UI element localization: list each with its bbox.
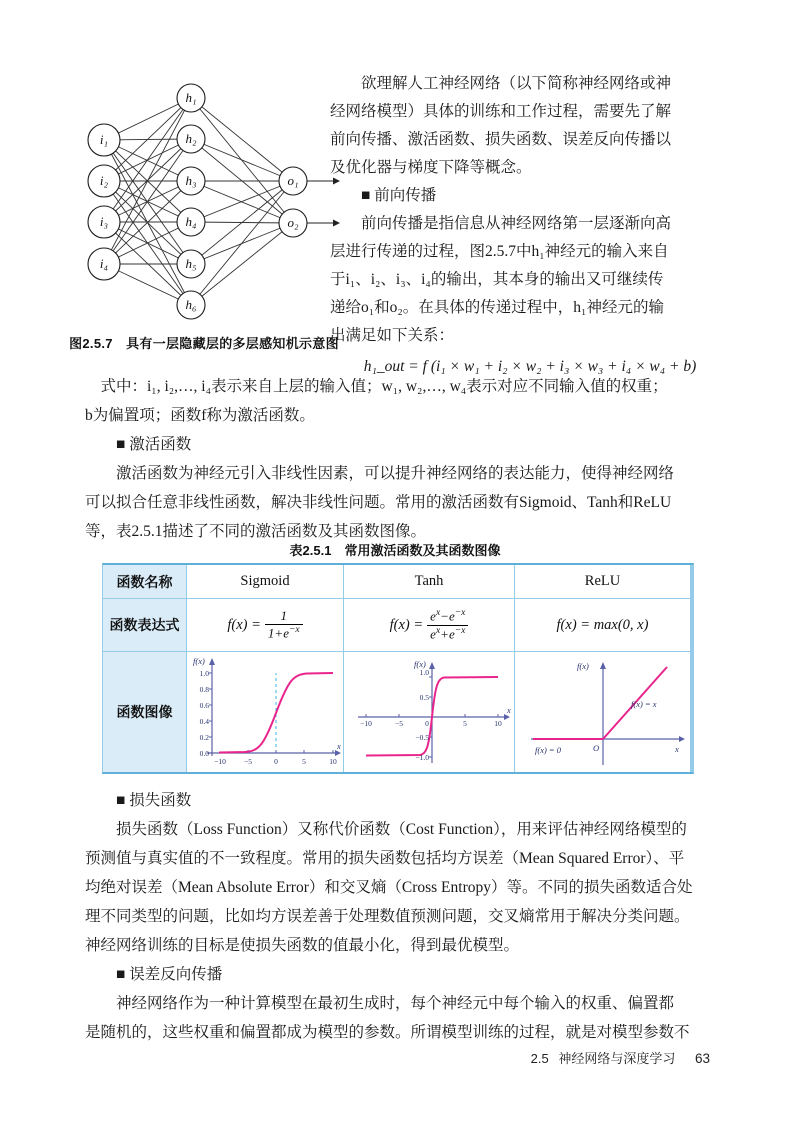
activation-section xyxy=(85,372,717,546)
svg-text:−1.0: −1.0 xyxy=(415,753,429,762)
intro-column xyxy=(330,70,730,379)
sigmoid-yticks xyxy=(200,669,210,758)
body-line: 理不同类型的问题，比如均方误差善于处理数值预测问题，交叉熵常用于解决分类问题。 xyxy=(85,908,690,925)
sigmoid-axes xyxy=(207,663,335,756)
svg-text:5: 5 xyxy=(463,719,467,728)
node-i4: i₄ xyxy=(99,256,109,271)
sigmoid-denominator: $1+e^{-x}$ xyxy=(267,624,300,641)
svg-text:0.5: 0.5 xyxy=(419,693,429,702)
intro-line: 及优化器与梯度下降等概念。 xyxy=(330,159,532,176)
body-line: 等，表2.5.1描述了不同的激活函数及其函数图像。 xyxy=(85,523,427,540)
table-rowlabel-expression: 函数表达式 xyxy=(103,599,186,651)
node-h2: h₂ xyxy=(185,131,197,146)
relu-ylabel: f(x) xyxy=(577,661,589,671)
svg-text:−10: −10 xyxy=(214,757,226,766)
footer-page-number: 63 xyxy=(694,1051,710,1066)
body-line: 式中：i₁, i₂,…, i₄表示来自上层的输入值；w₁, w₂,…, w₄表示对应不同输入值的权重； xyxy=(85,378,668,395)
svg-text:0.2: 0.2 xyxy=(199,733,209,742)
tanh-expression xyxy=(344,599,514,651)
svg-text:−0.5: −0.5 xyxy=(415,733,429,742)
svg-text:0.0: 0.0 xyxy=(199,749,209,758)
sigmoid-ylabel: f(x) xyxy=(193,656,205,666)
tanh-lhs: f(x) = xyxy=(389,616,424,633)
relu-expression: f(x) = max(0, x) xyxy=(515,599,690,651)
body-line: 损失函数（Loss Function）又称代价函数（Cost Function），用来评估神经网络模型的 xyxy=(85,821,687,838)
relu-graph xyxy=(515,652,690,772)
intro-line: 层进行传递的过程，图2.5.7中h₁神经元的输入来自 xyxy=(330,243,669,260)
relu-origin-label: O xyxy=(593,743,600,753)
intro-line: 前向传播、激活函数、损失函数、误差反向传播以 xyxy=(330,131,672,148)
node-o2: o₂ xyxy=(287,215,299,230)
sigmoid-ticks xyxy=(209,673,333,753)
intro-line: 于i₁、i₂、i₃、i₄的输出，其本身的输出又可继续传 xyxy=(330,271,664,288)
figure-caption: 图2.5.7 具有一层隐藏层的多层感知机示意图 xyxy=(69,336,339,351)
relu-neg-label: f(x) = 0 xyxy=(535,745,562,755)
body-line: 是随机的，这些权重和偏置都成为模型的参数。所谓模型训练的过程，就是对模型参数不 xyxy=(85,1024,690,1041)
svg-text:0.8: 0.8 xyxy=(199,685,209,694)
svg-text:0: 0 xyxy=(274,757,278,766)
relu-pos-label: f(x) = x xyxy=(631,699,657,709)
tanh-plot xyxy=(344,653,514,771)
svg-text:−10: −10 xyxy=(360,719,372,728)
node-h3: h₃ xyxy=(185,173,197,188)
mlp-nodes xyxy=(88,84,307,319)
body-line: 神经网络训练的目标是使损失函数的值最小化，得到最优模型。 xyxy=(85,937,520,954)
sigmoid-xticks xyxy=(214,757,337,766)
node-h6: h₆ xyxy=(185,297,197,312)
section-heading-backprop: ■ 误差反向传播 xyxy=(85,966,223,983)
node-o1: o₁ xyxy=(287,173,299,188)
sigmoid-lhs: f(x) = xyxy=(227,616,261,633)
intro-line: 递给o₁和o₂。在具体的传递过程中，h₁神经元的输 xyxy=(330,299,664,316)
table-rowlabel-graph: 函数图像 xyxy=(103,652,186,772)
node-h1: h₁ xyxy=(185,90,197,105)
body-line: 预测值与真实值的不一致程度。常用的损失函数包括均方误差（Mean Squared Error）、平 xyxy=(85,850,685,867)
table-col-sigmoid: Sigmoid xyxy=(187,565,343,598)
tanh-xlabel: x xyxy=(507,705,511,715)
relu-plot xyxy=(515,653,690,771)
body-line: 均绝对误差（Mean Absolute Error）和交叉熵（Cross Entropy）等。不同的损失函数适合处 xyxy=(85,879,693,896)
h1-out-formula: h₁_out = f (i₁ × w₁ + i₂ × w₂ + i₃ × w₃ + i₄ × w₄ + b) xyxy=(363,358,697,375)
node-i2: i₂ xyxy=(99,173,109,188)
tanh-fraction xyxy=(427,608,468,642)
intro-line: 经网络模型）具体的训练和工作过程，需要先了解 xyxy=(330,103,672,120)
node-i3: i₃ xyxy=(99,214,109,229)
loss-backprop-section xyxy=(85,786,717,1047)
svg-text:−5: −5 xyxy=(244,757,252,766)
figure-mlp xyxy=(64,62,344,352)
table-caption: 表2.5.1 常用激活函数及其函数图像 xyxy=(289,543,501,558)
tanh-graph xyxy=(344,652,514,772)
body-line: 激活函数为神经元引入非线性因素，可以提升神经网络的表达能力，使得神经网络 xyxy=(85,465,675,482)
body-line: 神经网络作为一种计算模型在最初生成时，每个神经元中每个输入的权重、偏置都 xyxy=(85,995,675,1012)
svg-text:0: 0 xyxy=(425,719,429,728)
sigmoid-plot xyxy=(187,653,343,771)
table-col-relu: ReLU xyxy=(515,565,690,598)
node-h5: h₅ xyxy=(185,256,197,271)
svg-text:1.0: 1.0 xyxy=(199,669,209,678)
footer-section-number: 2.5 xyxy=(530,1051,549,1066)
svg-text:10: 10 xyxy=(494,719,502,728)
node-h4: h₄ xyxy=(185,214,197,229)
sigmoid-fraction xyxy=(265,609,303,641)
tanh-ylabel: f(x) xyxy=(414,659,426,669)
tanh-axes xyxy=(358,667,504,763)
footer-section-title: 神经网络与深度学习 xyxy=(558,1051,676,1066)
intro-line: 出满足如下关系： xyxy=(330,327,455,344)
svg-text:10: 10 xyxy=(329,757,337,766)
body-line: 可以拟合任意非线性函数，解决非线性问题。常用的激活函数有Sigmoid、Tanh和ReLU xyxy=(85,494,672,511)
node-i1: i₁ xyxy=(99,132,109,147)
sigmoid-expression xyxy=(187,599,343,651)
tanh-denominator: $e^x+e^{-x}$ xyxy=(430,625,466,641)
intro-line: 欲理解人工神经网络（以下简称神经网络或神 xyxy=(330,75,672,92)
activation-table xyxy=(102,563,694,774)
intro-line: 前向传播是指信息从神经网络第一层逐渐向高 xyxy=(330,215,672,232)
relu-xlabel: x xyxy=(675,744,679,754)
section-heading-loss: ■ 损失函数 xyxy=(85,792,192,809)
sigmoid-graph xyxy=(187,652,343,772)
tanh-numerator: $e^x-e^{-x}$ xyxy=(427,608,468,625)
svg-text:1.0: 1.0 xyxy=(419,668,429,677)
svg-text:0.4: 0.4 xyxy=(199,717,209,726)
table-rowlabel-name: 函数名称 xyxy=(103,565,186,598)
section-heading-forward-prop: ■ 前向传播 xyxy=(330,187,437,204)
mlp-diagram xyxy=(64,62,344,324)
svg-text:5: 5 xyxy=(302,757,306,766)
body-line: b为偏置项；函数f称为激活函数。 xyxy=(85,407,315,424)
svg-text:−5: −5 xyxy=(395,719,403,728)
page-footer xyxy=(525,1048,710,1067)
section-heading-activation: ■ 激活函数 xyxy=(85,436,192,453)
svg-text:0.6: 0.6 xyxy=(199,701,209,710)
table-col-tanh: Tanh xyxy=(344,565,514,598)
sigmoid-xlabel: x xyxy=(337,741,341,751)
sigmoid-numerator: 1 xyxy=(265,609,303,625)
